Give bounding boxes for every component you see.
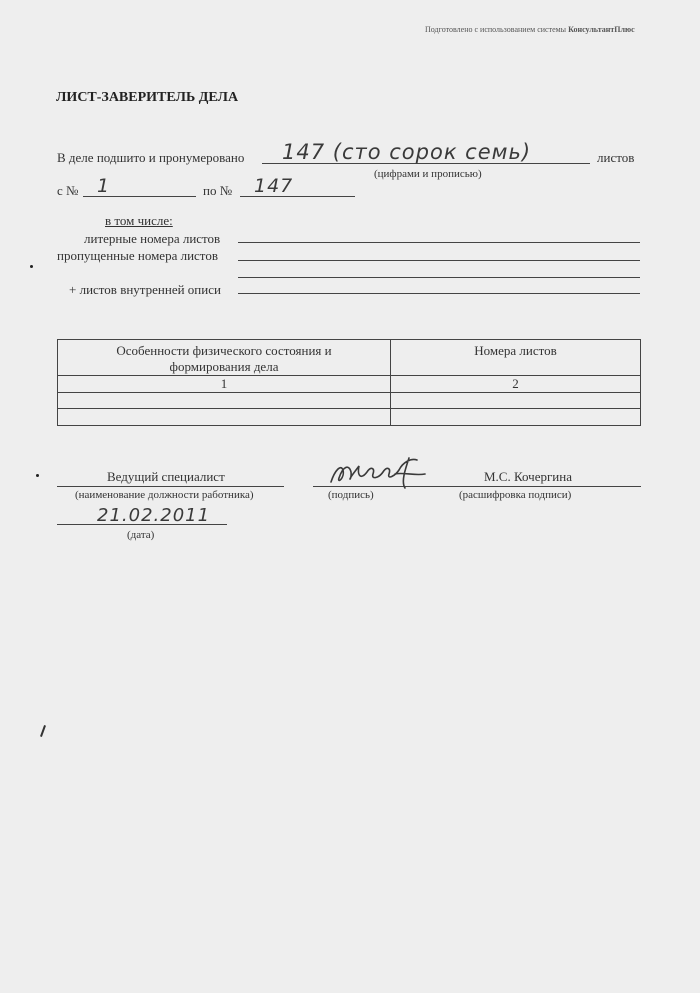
- name-line: [423, 486, 641, 487]
- extra-line: [238, 277, 640, 278]
- sheets-label: В деле подшито и пронумеровано: [57, 150, 245, 165]
- date-handwritten-value: 21.02.2011: [97, 505, 211, 526]
- missing-numbers-line: [238, 260, 640, 261]
- to-label: по №: [203, 183, 233, 198]
- to-handwritten-value: 147: [254, 175, 294, 197]
- table-cell: [58, 409, 391, 426]
- consultant-header: [425, 25, 635, 34]
- scan-speck: [30, 265, 33, 268]
- table-row: [58, 409, 641, 426]
- including-heading: в том числе:: [105, 213, 173, 228]
- date-line: [57, 524, 227, 525]
- table-cell: [58, 393, 391, 409]
- from-label: с №: [57, 183, 79, 198]
- sheets-hint: (цифрами и прописью): [374, 168, 482, 180]
- table-row: [58, 393, 641, 409]
- page-title: ЛИСТ-ЗАВЕРИТЕЛЬ ДЕЛА: [56, 90, 239, 105]
- date-hint: (дата): [127, 529, 155, 541]
- table-col-number-2: 2: [391, 376, 641, 393]
- position-hint: (наименование должности работника): [75, 489, 254, 501]
- from-handwritten-value: 1: [97, 175, 111, 197]
- inventory-line: [238, 293, 640, 294]
- letter-numbers-label: литерные номера листов: [84, 231, 221, 246]
- name-hint: (расшифровка подписи): [459, 489, 572, 501]
- inventory-label: + листов внутренней описи: [69, 282, 221, 297]
- signature-hint: (подпись): [328, 489, 374, 501]
- scan-mark: [40, 725, 46, 737]
- signature-image: [325, 452, 435, 494]
- letter-numbers-line: [238, 242, 640, 243]
- sheets-unit: листов: [597, 150, 635, 165]
- condition-table: [57, 339, 641, 426]
- sheets-handwritten-value: 147 (сто сорок семь): [282, 140, 532, 164]
- table-col-number-1: 1: [58, 376, 391, 393]
- table-cell: [391, 393, 641, 409]
- system-name: КонсультантПлюс: [568, 25, 635, 34]
- name-value: М.С. Кочергина: [484, 469, 572, 484]
- table-header-condition: Особенности физического состояния и формирования дела: [58, 340, 391, 376]
- missing-numbers-label: пропущенные номера листов: [57, 248, 218, 263]
- position-line: [57, 486, 284, 487]
- table-cell: [391, 409, 641, 426]
- table-header-sheet-numbers: Номера листов: [391, 340, 641, 376]
- position-value: Ведущий специалист: [107, 469, 225, 484]
- prepared-text: Подготовлено с использованием системы: [425, 25, 567, 34]
- signature-drawing: [325, 452, 435, 494]
- scan-speck: [36, 474, 39, 477]
